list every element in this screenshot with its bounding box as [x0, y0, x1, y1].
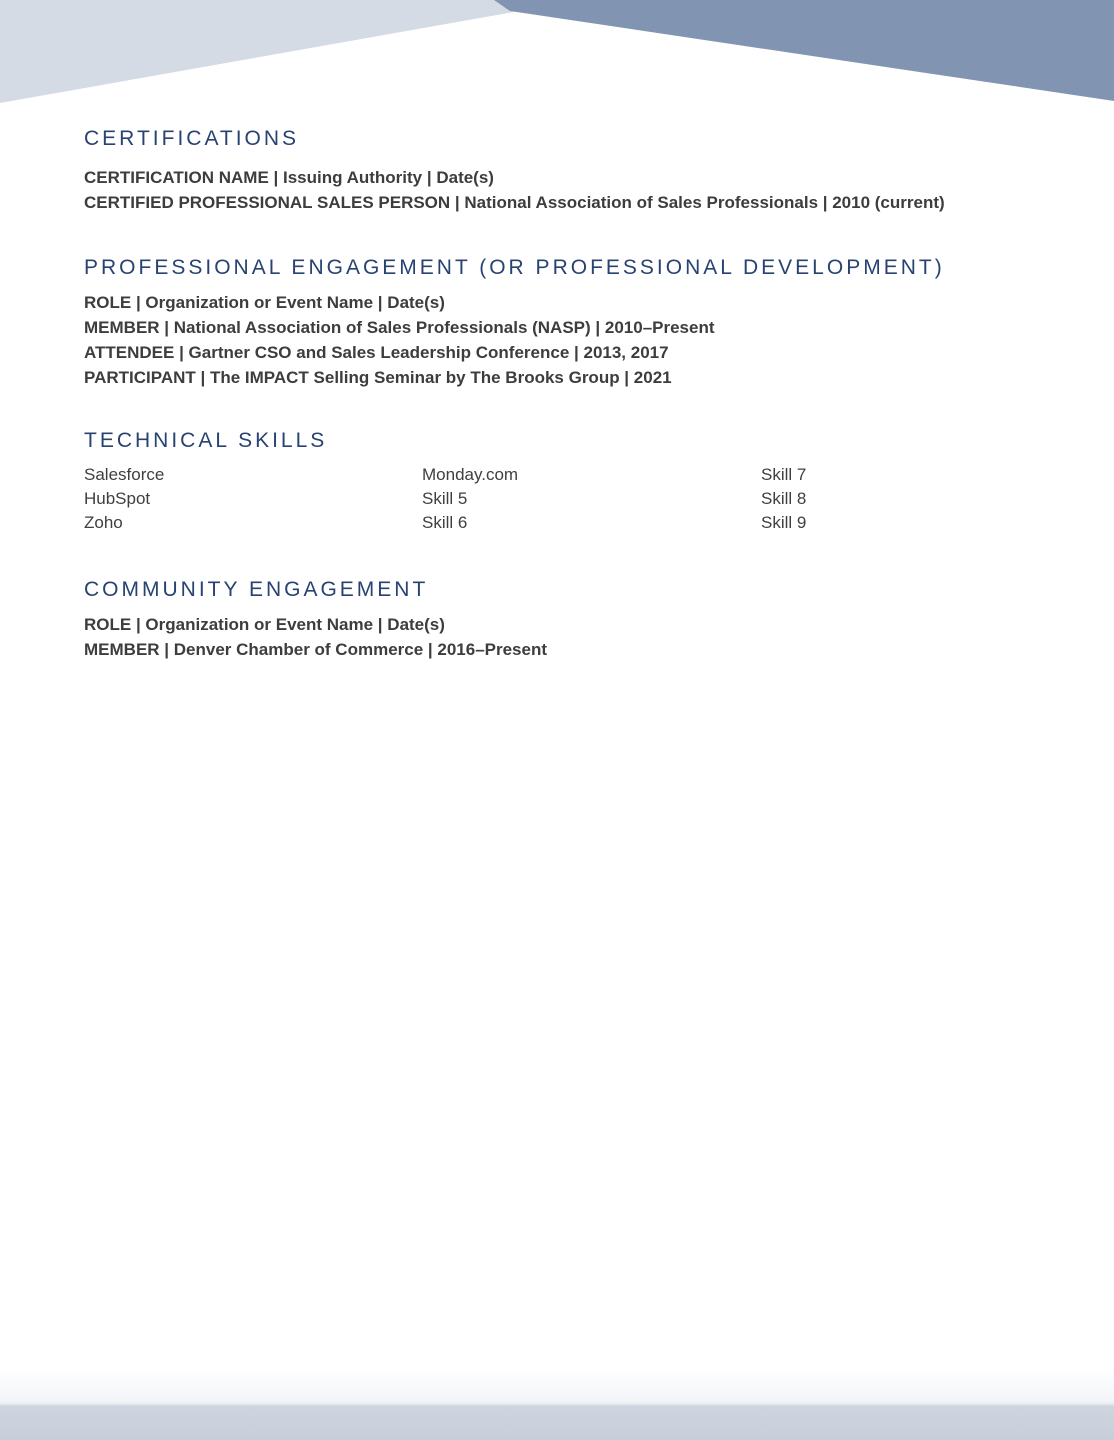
skill-item: Skill 8 — [761, 489, 807, 508]
certifications-title: CERTIFICATIONS — [84, 127, 300, 150]
skills-column-3 — [761, 463, 1030, 535]
skill-item: Skill 7 — [761, 465, 807, 484]
certification-entry: CERTIFIED PROFESSIONAL SALES PERSON | National Association of Sales Professionals | 2010 (current) — [84, 193, 945, 212]
skill-item: Skill 5 — [422, 489, 468, 508]
community-engagement-title: COMMUNITY ENGAGEMENT — [84, 578, 429, 601]
skills-column-2 — [422, 463, 761, 535]
section-certifications — [84, 126, 1030, 215]
skill-item: Monday.com — [422, 465, 519, 484]
skill-item: HubSpot — [84, 489, 151, 508]
section-community-engagement — [84, 577, 1030, 662]
skill-item: Salesforce — [84, 465, 165, 484]
community-entry: MEMBER | Denver Chamber of Commerce | 2016–Present — [84, 640, 548, 659]
skills-grid — [84, 463, 1030, 535]
section-professional-engagement — [84, 255, 1030, 390]
skill-item: Skill 6 — [422, 513, 468, 532]
skill-item: Zoho — [84, 513, 123, 532]
engagement-header-line: ROLE | Organization or Event Name | Date(s) — [84, 293, 445, 312]
footer-accent-band — [0, 1368, 1114, 1440]
page-content — [0, 0, 1114, 662]
technical-skills-title: TECHNICAL SKILLS — [84, 429, 328, 452]
community-header-line: ROLE | Organization or Event Name | Date(s) — [84, 615, 445, 634]
certifications-lines — [84, 165, 1030, 215]
professional-engagement-lines — [84, 290, 1030, 390]
skills-column-1 — [84, 463, 422, 535]
section-technical-skills — [84, 428, 1030, 535]
community-engagement-lines — [84, 612, 1030, 662]
engagement-entry: MEMBER | National Association of Sales Professionals (NASP) | 2010–Present — [84, 318, 715, 337]
engagement-entry: PARTICIPANT | The IMPACT Selling Seminar by The Brooks Group | 2021 — [84, 368, 672, 387]
engagement-entry: ATTENDEE | Gartner CSO and Sales Leadership Conference | 2013, 2017 — [84, 343, 669, 362]
professional-engagement-title: PROFESSIONAL ENGAGEMENT (OR PROFESSIONAL DEVELOPMENT) — [84, 256, 945, 279]
certifications-header-line: CERTIFICATION NAME | Issuing Authority | Date(s) — [84, 168, 494, 187]
skill-item: Skill 9 — [761, 513, 807, 532]
